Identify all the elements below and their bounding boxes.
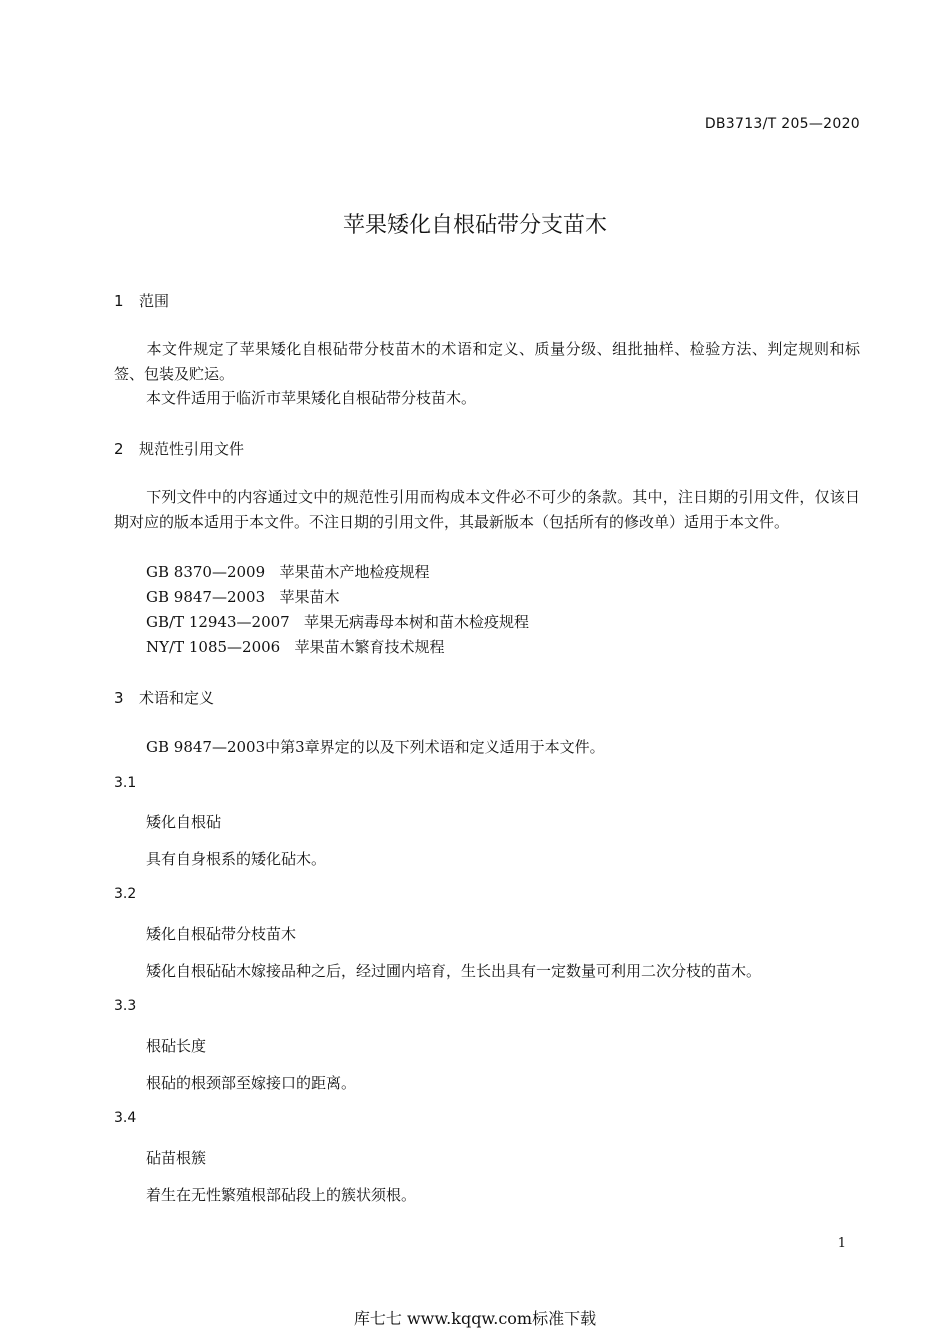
section-3-heading xyxy=(114,687,214,708)
section-2-heading xyxy=(114,438,244,459)
term-definition: 着生在无性繁殖根部砧段上的簇状须根。 xyxy=(146,1186,417,1204)
page-number: 1 xyxy=(837,1236,846,1251)
term-definition: 根砧的根颈部至嫁接口的距离。 xyxy=(146,1074,357,1092)
term-definition: 具有自身根系的矮化砧木。 xyxy=(146,850,327,868)
section-3-intro: GB 9847—2003中第3章界定的以及下列术语和定义适用于本文件。 xyxy=(146,738,605,756)
term-number: 3.1 xyxy=(114,775,137,791)
term-name: 根砧长度 xyxy=(146,1037,207,1055)
term-name: 砧苗根簇 xyxy=(146,1149,207,1167)
term-number: 3.2 xyxy=(114,886,137,902)
reference-item: NY/T 1085—2006 苹果苗木繁育技术规程 xyxy=(146,638,445,656)
term-name: 矮化自根砧带分枝苗木 xyxy=(146,925,297,943)
footer-watermark: 库七七 www.kqqw.com标准下载 xyxy=(353,1309,597,1328)
section-title: 范围 xyxy=(139,292,170,310)
section-number: 2 xyxy=(114,440,124,458)
term-number: 3.4 xyxy=(114,1110,137,1126)
term-definition: 矮化自根砧砧木嫁接品种之后，经过圃内培育，生长出具有一定数量可利用二次分枝的苗木。 xyxy=(146,962,762,980)
document-title: 苹果矮化自根砧带分支苗木 xyxy=(342,213,607,238)
section-title: 术语和定义 xyxy=(139,689,215,707)
section-1-paragraph-2: 本文件适用于临沂市苹果矮化自根砧带分枝苗木。 xyxy=(146,389,477,407)
reference-item: GB/T 12943—2007 苹果无病毒母本树和苗木检疫规程 xyxy=(146,613,530,631)
section-2-intro: 下列文件中的内容通过文中的规范性引用而构成本文件必不可少的条款。其中，注日期的引用文件，仅该日期对应的版本适用于本文件。不注日期的引用文件，其最新版本（包括所有的修改单）适用于本文件。 xyxy=(114,488,860,531)
section-number: 3 xyxy=(114,689,124,707)
standard-number: DB3713/T 205—2020 xyxy=(704,116,860,132)
section-number: 1 xyxy=(114,292,124,310)
section-title: 规范性引用文件 xyxy=(139,440,245,458)
reference-item: GB 9847—2003 苹果苗木 xyxy=(146,588,340,606)
reference-item: GB 8370—2009 苹果苗木产地检疫规程 xyxy=(146,563,430,581)
term-number: 3.3 xyxy=(114,998,137,1014)
term-name: 矮化自根砧 xyxy=(146,813,222,831)
section-1-heading xyxy=(114,290,169,311)
section-1-paragraph-1: 本文件规定了苹果矮化自根砧带分枝苗木的术语和定义、质量分级、组批抽样、检验方法、判定规则和标签、包装及贮运。 xyxy=(114,340,860,383)
